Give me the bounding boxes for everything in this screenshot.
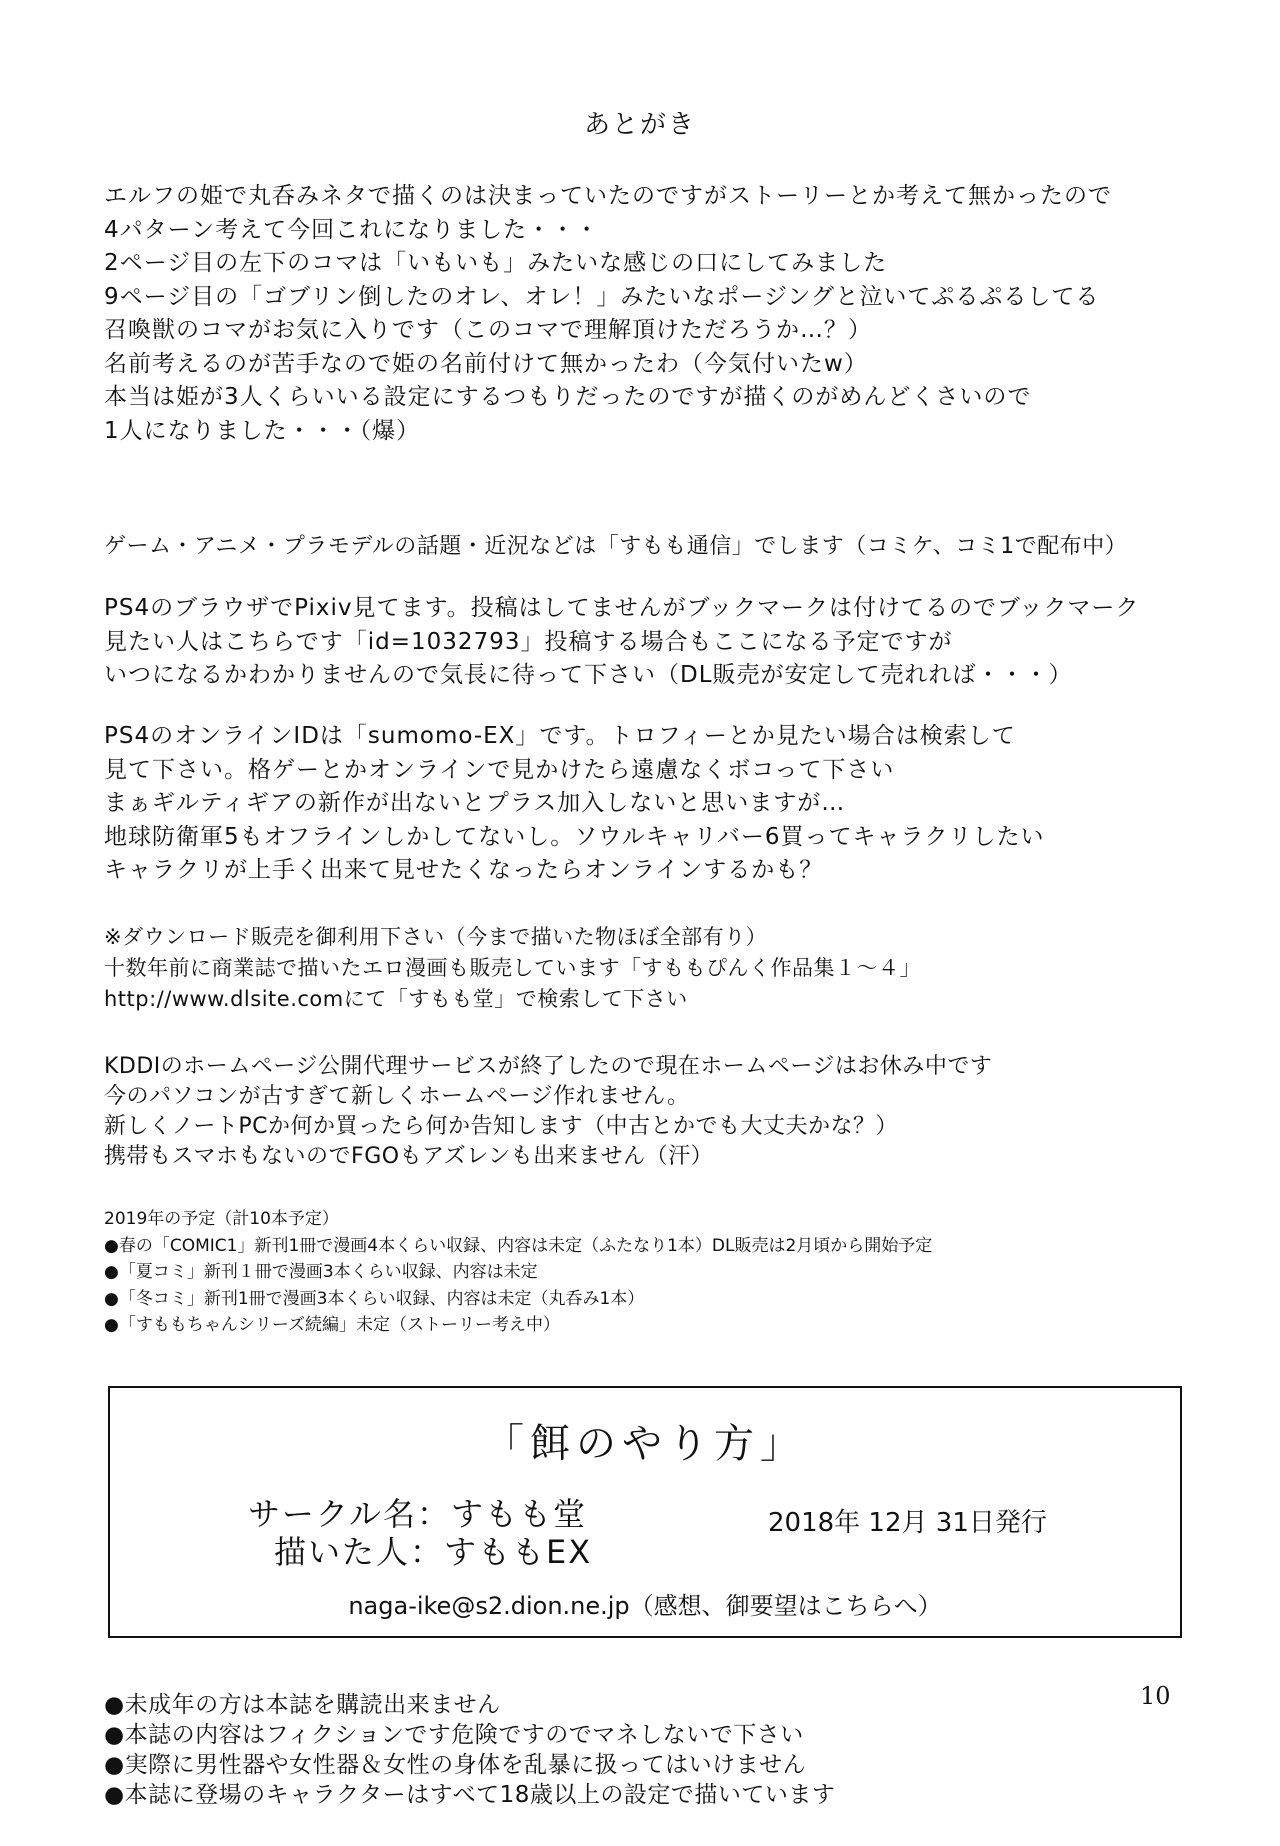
publication-date: 2018年 12月 31日発行 (768, 1508, 1047, 1538)
text-line: 本当は姫が3人くらいいる設定にするつもりだったのですが描くのがめんどくさいので (104, 384, 1032, 410)
text-line: 見たい人はこちらです「id=1032793」投稿する場合もここになる予定ですが (104, 628, 953, 655)
text-line: 2ページ目の左下のコマは「いもいも」みたいな感じの口にしてみました (104, 250, 888, 276)
text-line: http://www.dlsite.comにて「すもも堂」で検索して下さい (104, 987, 688, 1011)
afterword-paragraph-download (104, 922, 1204, 1015)
circle-name: サークル名：すもも堂 (248, 1495, 588, 1533)
afterword-paragraph-homepage (104, 1052, 1204, 1172)
afterword-paragraph-online-id (104, 720, 1204, 888)
text-line: PS4のブラウザでPixiv見てます。投稿はしてませんがブックマークは付けてるのでブックマーク (104, 595, 1140, 621)
afterword-title: あとがき (583, 110, 696, 140)
schedule-item: ●「夏コミ」新刊１冊で漫画3本くらい収録、内容は未定 (104, 1262, 538, 1282)
work-title: 「餌のやり方」 (484, 1421, 806, 1467)
page-number: 10 (1140, 1682, 1171, 1710)
notice-item: ●本誌に登場のキャラクターはすべて18歳以上の設定で描いています (104, 1782, 836, 1808)
text-line: 1人になりました・・・（爆） (104, 417, 421, 444)
text-line: PS4のオンラインIDは「sumomo-EX」です。トロフィーとか見たい場合は検索して (104, 723, 1016, 749)
text-line: エルフの姫で丸呑みネタで描くのは決まっていたのですがストーリーとか考えて無かったので (104, 183, 1112, 209)
text-line: 9ページ目の「ゴブリン倒したのオレ、オレ！」みたいなポージングと泣いてぷるぷるしてる (104, 283, 1100, 310)
text-line: 今のパソコンが古すぎて新しくホームページ作れません。 (104, 1084, 690, 1109)
afterword-paragraph-newsletter (104, 530, 1204, 564)
text-line: キャラクリが上手く出来て見せたくなったらオンラインするかも？ (104, 857, 824, 883)
text-line: 十数年前に商業誌で描いたエロ漫画も販売しています「すももぴんく作品集１〜４」 (104, 956, 921, 980)
text-line: 4パターン考えて今回これになりました・・・ (104, 216, 600, 243)
text-line: ※ダウンロード販売を御利用下さい（今まで描いた物ほぼ全部有り） (104, 925, 768, 949)
notice-item: ●本誌の内容はフィクションです危険ですのでマネしないで下さい (104, 1722, 804, 1748)
schedule-item: ●春の「COMIC1」新刊1冊で漫画4本くらい収録、内容は未定（ふたなり1本）DL販売は2月頃から開始予定 (104, 1235, 933, 1256)
afterword-paragraph-story (104, 180, 1204, 448)
schedule-section (104, 1206, 1204, 1339)
text-line: いつになるかわかりませんので気長に待って下さい（DL販売が安定して売れれば・・・） (104, 662, 1073, 688)
schedule-item: ●「冬コミ」新刊1冊で漫画3本くらい収録、内容は未定（丸呑み1本） (104, 1288, 645, 1309)
text-line: 携帯もスマホもないのでFGOもアズレンも出来ません（汗） (104, 1144, 714, 1169)
text-line: 地球防衛軍5もオフラインしかしてないし。ソウルキャリバー6買ってキャラクリしたい (104, 823, 1045, 850)
text-line: 見て下さい。格ゲーとかオンラインで見かけたら遠慮なくボコって下さい (104, 756, 895, 783)
notice-item: ●未成年の方は本誌を購読出来ません (104, 1692, 501, 1718)
schedule-item: ●「すももちゃんシリーズ続編」未定（ストーリー考え中） (104, 1315, 560, 1335)
text-line: 名前考えるのが苦手なので姫の名前付けて無かったわ（今気付いたw） (104, 350, 868, 377)
text-line: 新しくノートPCか何か買ったら何か告知します（中古とかでも大丈夫かな？） (104, 1114, 898, 1139)
author-name: 描いた人：すももEX (274, 1533, 593, 1571)
colophon-box (108, 1386, 1182, 1638)
text-line: KDDIのホームページ公開代理サービスが終了したので現在ホームページはお休み中です (104, 1054, 993, 1079)
contact-email: naga-ike@s2.dion.ne.jp（感想、御要望はこちらへ） (348, 1592, 942, 1620)
notice-item: ●実際に男性器や女性器＆女性の身体を乱暴に扱ってはいけません (104, 1752, 807, 1778)
text-line: 召喚獣のコマがお気に入りです（このコマで理解頂けただろうか…？） (104, 317, 872, 343)
notices-section (104, 1690, 1204, 1810)
text-line: ゲーム・アニメ・プラモデルの話題・近況などは「すもも通信」でします（コミケ、コミ1で配布中） (104, 534, 1128, 559)
schedule-heading: 2019年の予定（計10本予定） (104, 1209, 339, 1229)
afterword-paragraph-pixiv (104, 592, 1204, 693)
text-line: まぁギルティギアの新作が出ないとプラス加入しないと思いますが… (104, 790, 846, 816)
